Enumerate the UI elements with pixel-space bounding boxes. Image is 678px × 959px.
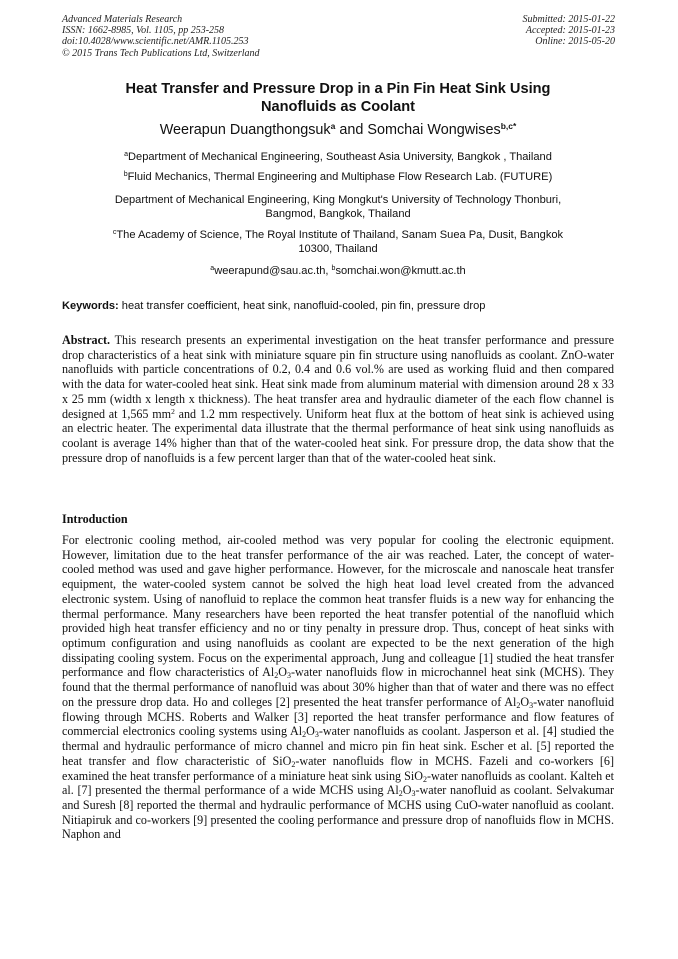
keywords-label: Keywords: xyxy=(62,300,119,312)
affiliation-b-department-line-1: Department of Mechanical Engineering, King Mongkut's University of Technology Thonburi, xyxy=(114,194,562,206)
email-separator: , xyxy=(325,265,332,277)
intro-subscript: 3 xyxy=(529,700,534,710)
introduction-heading: Introduction xyxy=(62,512,128,526)
intro-text-7: -water nanofluid as coolant. Selvakumar and Suresh [8] reported the thermal and hydraulic performance of MCHS using CuO-water nanofluid as coolant. Nitiapiruk and co-workers [9] presented the cooling performance and pressure drop of nanofluids flow in MCHS. Naphon and xyxy=(62,783,614,842)
introduction-body xyxy=(62,533,614,842)
abstract-text-1: This research presents an experimental investigation on the heat transfer performance and pressure drop characteristics of a heat sink with miniature square pin fin structure using nanofluids as coolant. ZnO-water nanofluids with particle concentrations of 0.2, 0.4 and 0.6 vol.% are used as working fluid and then compared with the data for water-cooled heat sink. Heat sink made from aluminum material with dimension around 28 x 33 x 25 mm (width x length x thickness). The heat transfer area and hydraulic diameter of the each flow channel is designed at 1,565 mm xyxy=(62,333,614,421)
author-list xyxy=(60,121,616,139)
author-2: Somchai Wongwises xyxy=(367,122,501,138)
intro-subscript: 3 xyxy=(411,789,416,799)
email-2-mark: b xyxy=(331,265,336,272)
journal-issn: ISSN: 1662-8985, Vol. 1105, pp 253-258 xyxy=(62,25,225,37)
intro-subscript: 2 xyxy=(291,759,296,769)
intro-formula-text: O xyxy=(306,724,315,739)
author-conjunction: and xyxy=(335,122,368,138)
author-emails xyxy=(60,264,616,278)
author-1: Weerapun Duangthongsuk xyxy=(159,122,331,138)
publication-dates xyxy=(523,14,616,48)
affiliation-c xyxy=(70,228,606,256)
abstract xyxy=(62,333,614,465)
email-2[interactable]: somchai.won@kmutt.ac.th xyxy=(335,265,466,277)
affiliation-a-mark: a xyxy=(124,151,129,158)
journal-info xyxy=(62,14,260,59)
date-online: Online: 2015-05-20 xyxy=(535,36,615,48)
intro-subscript: 2 xyxy=(422,774,427,784)
affiliation-a-text: Department of Mechanical Engineering, Southeast Asia University, Bangkok , Thailand xyxy=(128,151,552,163)
journal-doi[interactable]: doi:10.4028/www.scientific.net/AMR.1105.253 xyxy=(62,36,249,48)
email-1[interactable]: weerapund@sau.ac.th xyxy=(214,265,326,277)
affiliation-b-mark: b xyxy=(123,171,128,178)
affiliation-b xyxy=(70,170,606,184)
affiliation-c-line-1 xyxy=(70,228,606,242)
intro-formula-text: O xyxy=(520,694,530,709)
journal-copyright: © 2015 Trans Tech Publications Ltd, Switzerland xyxy=(62,47,260,59)
intro-subscript: 2 xyxy=(302,730,307,740)
intro-text-2: -water nanofluids flow in microchannel heat sink (MCHS). They found that the thermal performance of nanofluid was about 30% higher than that of water and there was no effect on the pressure drop data. Ho and colleges [2] presented the heat transfer performance of Al xyxy=(62,665,614,709)
paper-title-line-2: Nanofluids as Coolant xyxy=(260,99,416,115)
affiliation-a xyxy=(70,150,606,164)
affiliation-b-text: Fluid Mechanics, Thermal Engineering and Multiphase Flow Research Lab. (FUTURE) xyxy=(127,171,553,183)
intro-text-3: -water nanofluid flowing through MCHS. Roberts and Walker [3] reported the heat transfer performance and flow features of commercial electronics cooling systems using Al xyxy=(62,694,615,739)
intro-text-4: -water nanofluids as coolant. Jasperson et al. [4] studied the thermal and hydraulic performance of micro channel and micro pin fin heat sink. Escher et al. [5] reported the heat transfer and flow characteristic of SiO xyxy=(62,724,614,768)
keywords xyxy=(62,299,618,313)
intro-subscript: 2 xyxy=(516,700,521,710)
journal-name: Advanced Materials Research xyxy=(62,14,183,25)
author-1-affiliation-mark: a xyxy=(330,121,336,131)
intro-text-1: For electronic cooling method, air-cooled method was very popular for cooling the electronic equipment. However, limitation due to the heat transfer performance of the air was reached. Later, the concept of water-cooled method was used and gave higher performance. However, for the microscale and nanoscale heat transfer equipment, the water-cooled system cannot be solved the high heat load level created from the advanced electronic system. Using of nanofluid to replace the common heat transfer fluids is a new way for enhancing the thermal performance. Many researchers have been reported the heat transfer potential of the nanofluid which provided high heat transfer efficiency and no or tiny penalty in pressure drop. Thus, concept of heat sinks with optimum configuration and using nanofluids as coolant are expected to be the next generation of the high dissipating cooling system. Focus on the experimental approach, Jung and colleague [1] studied the heat transfer performance and flow characteristics of Al xyxy=(62,533,614,680)
author-2-affiliation-mark: b,c* xyxy=(500,121,517,131)
abstract-superscript: 2 xyxy=(171,406,175,416)
paper-title xyxy=(60,80,616,116)
email-1-mark: a xyxy=(210,265,215,272)
paper-title-line-1: Heat Transfer and Pressure Drop in a Pin Fin Heat Sink Using xyxy=(125,81,551,97)
date-submitted: Submitted: 2015-01-22 xyxy=(522,14,615,25)
date-accepted: Accepted: 2015-01-23 xyxy=(525,25,615,37)
intro-formula-text: O xyxy=(402,783,412,798)
abstract-text-2: and 1.2 mm respectively. Uniform heat flux at the bottom of heat sink is achieved using an electric heater. The experimental data illustrate that the thermal performance of heat sink using nanofluids as coolant is average 14% higher than that of the water-cooled heat sink. For pressure drop, the data show that the pressure drop of nanofluids is a few percent larger than that of the water-cooled heat sink. xyxy=(62,406,614,465)
affiliation-b-department-line-2: Bangmod, Bangkok, Thailand xyxy=(265,208,411,220)
intro-text-5: -water nanofluids flow in MCHS. Fazeli and co-workers [6] examined the heat transfer performance of a miniature heat sink using SiO xyxy=(62,753,614,783)
abstract-label: Abstract. xyxy=(62,333,111,347)
affiliation-b-department xyxy=(70,193,606,221)
affiliation-c-mark: c xyxy=(112,229,117,236)
affiliation-c-text: The Academy of Science, The Royal Institute of Thailand, Sanam Suea Pa, Dusit, Bangkok xyxy=(116,229,564,241)
intro-formula-text: O xyxy=(278,665,287,680)
intro-subscript: 2 xyxy=(274,671,279,681)
intro-subscript: 3 xyxy=(287,671,291,681)
intro-text-6: -water nanofluids as coolant. Kalteh et al. [7] presented the thermal performance of a wide MCHS using Al xyxy=(62,768,614,798)
affiliation-c-line-2: 10300, Thailand xyxy=(298,243,378,255)
intro-subscript: 3 xyxy=(314,730,319,740)
intro-subscript: 2 xyxy=(398,789,403,799)
keywords-text: heat transfer coefficient, heat sink, nanofluid-cooled, pin fin, pressure drop xyxy=(118,300,486,312)
